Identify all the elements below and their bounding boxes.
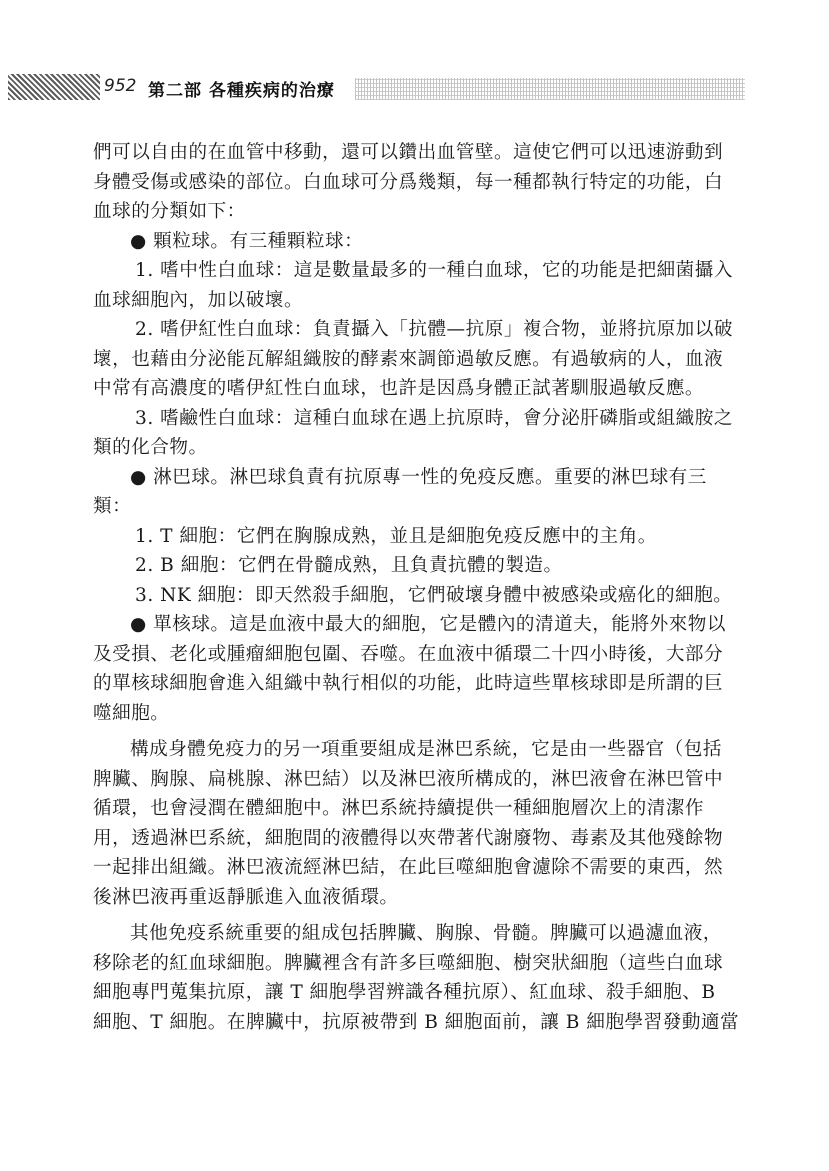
text-line: ● 單核球。這是血液中最大的細胞，它是體內的清道夫，能將外來物以 xyxy=(130,614,726,635)
paragraph xyxy=(93,404,753,463)
text-line: 3. NK 細胞：即天然殺手細胞，它們破壞身體中被感染或癌化的細胞。 xyxy=(135,584,733,606)
running-header xyxy=(0,70,829,108)
text-line: 類： xyxy=(93,496,132,517)
text-line: 脾臟、胸腺、扁桃腺、淋巴結）以及淋巴液所構成的，淋巴液會在淋巴管中 xyxy=(93,768,724,790)
paragraph xyxy=(93,610,753,728)
text-line: 們可以自由的在血管中移動，還可以鑽出血管壁。這使它們可以迅速游動到 xyxy=(93,142,724,163)
text-line: 2. B 細胞：它們在骨髓成熟，且負責抗體的製造。 xyxy=(135,555,563,576)
paragraph-gap xyxy=(93,912,753,919)
text-line: ● 淋巴球。淋巴球負責有抗原專一性的免疫反應。重要的淋巴球有三 xyxy=(130,466,707,488)
chapter-title: 第二部 各種疾病的治療 xyxy=(148,81,335,101)
text-line: 3. 嗜鹼性白血球：這種白血球在遇上抗原時，會分泌肝磷脂或組織胺之 xyxy=(135,407,733,429)
paragraph xyxy=(93,256,753,315)
text-line: ● 顆粒球。有三種顆粒球： xyxy=(130,230,364,252)
text-line: 的單核球細胞會進入組織中執行相似的功能，此時這些單核球即是所謂的巨 xyxy=(93,673,724,694)
paragraph xyxy=(93,522,753,552)
paragraph xyxy=(93,315,753,404)
text-line: 移除老的紅血球細胞。脾臟裡含有許多巨噬細胞、樹突狀細胞（這些白血球 xyxy=(93,952,724,974)
text-line: 血球的分類如下： xyxy=(93,201,246,222)
text-line: 血球細胞內，加以破壞。 xyxy=(93,289,304,311)
paragraph xyxy=(93,227,753,257)
text-line: 2. 嗜伊紅性白血球：負責攝入「抗體—抗原」複合物，並將抗原加以破 xyxy=(135,319,733,340)
header-scan-artifact xyxy=(355,78,745,100)
text-line: 構成身體免疫力的另一項重要組成是淋巴系統，它是由一些器官（包括 xyxy=(130,739,722,760)
text-line: 壞，也藉由分泌能瓦解組織胺的酵素來調節過敏反應。有過敏病的人，血液 xyxy=(93,348,724,370)
paragraph xyxy=(93,581,753,611)
paragraph xyxy=(93,463,753,522)
text-line: 細胞專門蒐集抗原，讓 T 細胞學習辨識各種抗原）、紅血球、殺手細胞、B xyxy=(93,982,716,1003)
page-number: 952 xyxy=(104,76,137,96)
paragraph xyxy=(93,735,753,912)
body-text xyxy=(93,138,753,1037)
text-line: 循環，也會浸潤在體細胞中。淋巴系統持續提供一種細胞層次上的清潔作 xyxy=(93,798,705,819)
text-line: 後淋巴液再重返靜脈進入血液循環。 xyxy=(93,886,399,908)
text-line: 噬細胞。 xyxy=(93,702,170,724)
header-ornament xyxy=(8,74,100,100)
text-line: 及受損、老化或腫瘤細胞包圍、吞噬。在血液中循環二十四小時後，大部分 xyxy=(93,643,724,665)
text-line: 其他免疫系統重要的組成包括脾臟、胸腺、骨髓。脾臟可以過濾血液， xyxy=(130,923,722,944)
text-line: 一起排出組織。淋巴液流經淋巴結，在此巨噬細胞會濾除不需要的東西，然 xyxy=(93,857,724,878)
text-line: 中常有高濃度的嗜伊紅性白血球，也許是因爲身體正試著馴服過敏反應。 xyxy=(93,378,705,399)
paragraph xyxy=(93,138,753,227)
text-line: 細胞、T 細胞。在脾臟中，抗原被帶到 B 細胞面前，讓 B 細胞學習發動適當 xyxy=(93,1011,740,1033)
text-line: 類的化合物。 xyxy=(93,437,208,458)
paragraph xyxy=(93,919,753,1037)
paragraph-gap xyxy=(93,728,753,735)
text-line: 1. T 細胞：它們在胸腺成熟，並且是細胞免疫反應中的主角。 xyxy=(135,525,657,547)
text-line: 用，透過淋巴系統，細胞間的液體得以夾帶著代謝廢物、毒素及其他殘餘物 xyxy=(93,827,724,849)
text-line: 1. 嗜中性白血球：這是數量最多的一種白血球，它的功能是把細菌攝入 xyxy=(135,260,733,281)
text-line: 身體受傷或感染的部位。白血球可分爲幾類，每一種都執行特定的功能，白 xyxy=(93,171,724,193)
paragraph xyxy=(93,551,753,581)
